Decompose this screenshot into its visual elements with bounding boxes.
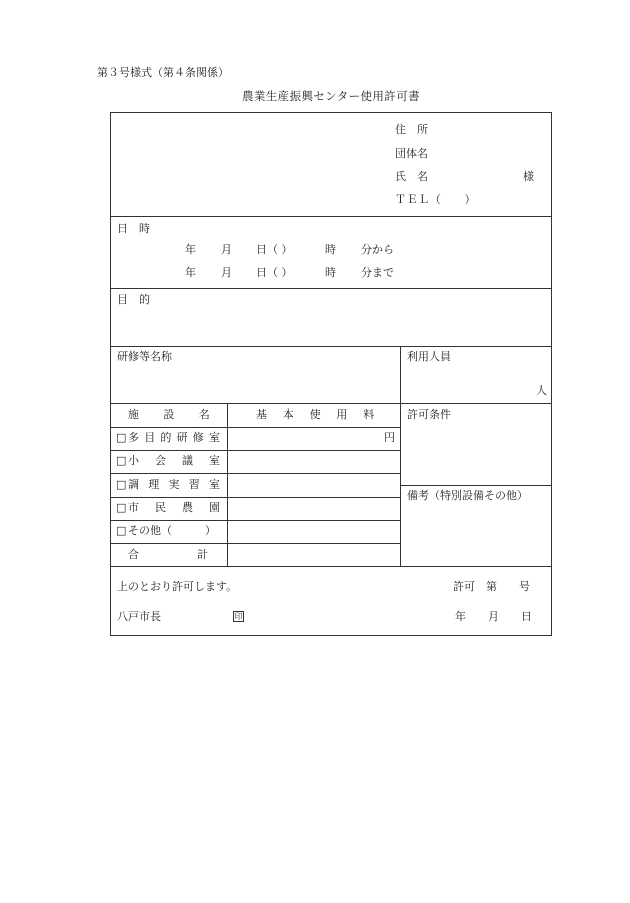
divider	[400, 346, 401, 566]
facility-name-header: 施 設 名	[128, 408, 211, 421]
hour-label: 時	[325, 243, 336, 256]
checkbox-icon: □	[116, 524, 127, 537]
attendees-label: 利用人員	[407, 350, 451, 363]
datetime-label: 日 時	[117, 222, 150, 235]
form-title: 農業生産振興センター使用許可書	[241, 89, 421, 103]
checkbox-icon: □	[116, 501, 127, 514]
divider	[110, 450, 400, 451]
remarks-label: 備考（特別設備その他）	[407, 489, 528, 502]
fee-header: 基 本 使 用 料	[256, 408, 377, 421]
minute-label: 分まで	[361, 266, 394, 279]
facility-name: 市 民 農 園	[128, 501, 223, 514]
seal-mark: 印	[234, 612, 243, 621]
divider	[110, 346, 552, 347]
form-number: 第３号様式（第４条関係）	[97, 66, 229, 79]
approval-date: 年 月 日	[455, 610, 532, 623]
month-label: 月	[221, 266, 232, 279]
conditions-label: 許可条件	[407, 408, 451, 421]
divider	[110, 216, 552, 217]
day-label: 日（ ）	[256, 243, 293, 256]
tel-label: ＴＥＬ（ ）	[395, 193, 477, 206]
approval-statement: 上のとおり許可します。	[117, 580, 238, 593]
total-label: 合 計	[128, 548, 215, 561]
issuer: 八戸市長	[117, 610, 161, 623]
hour-label: 時	[325, 266, 336, 279]
year-label: 年	[185, 243, 196, 256]
permit-number: 許可 第 号	[453, 580, 530, 593]
checkbox-icon: □	[116, 431, 127, 444]
divider	[110, 403, 552, 404]
training-name-label: 研修等名称	[117, 350, 172, 363]
name-label: 氏 名	[395, 170, 428, 183]
checkbox-icon: □	[116, 478, 127, 491]
divider	[110, 427, 400, 428]
purpose-label: 目 的	[117, 293, 150, 306]
year-label: 年	[185, 266, 196, 279]
day-label: 日（ ）	[256, 266, 293, 279]
facility-name: 多目的研修室	[128, 431, 226, 444]
honorific: 様	[523, 170, 534, 183]
divider	[110, 288, 552, 289]
checkbox-icon: □	[116, 454, 127, 467]
facility-name: 小 会 議 室	[128, 454, 223, 467]
fee-unit: 円	[384, 431, 395, 444]
facility-name: 調理実習室	[128, 478, 230, 491]
divider	[110, 520, 400, 521]
divider	[110, 566, 552, 567]
divider	[110, 497, 400, 498]
minute-label: 分から	[361, 243, 394, 256]
attendees-unit: 人	[536, 384, 547, 397]
address-label: 住 所	[395, 123, 428, 136]
group-label: 団体名	[395, 147, 428, 160]
divider	[110, 543, 400, 544]
facility-name: その他（ ）	[128, 524, 216, 537]
month-label: 月	[221, 243, 232, 256]
divider	[110, 473, 400, 474]
divider	[400, 485, 552, 486]
